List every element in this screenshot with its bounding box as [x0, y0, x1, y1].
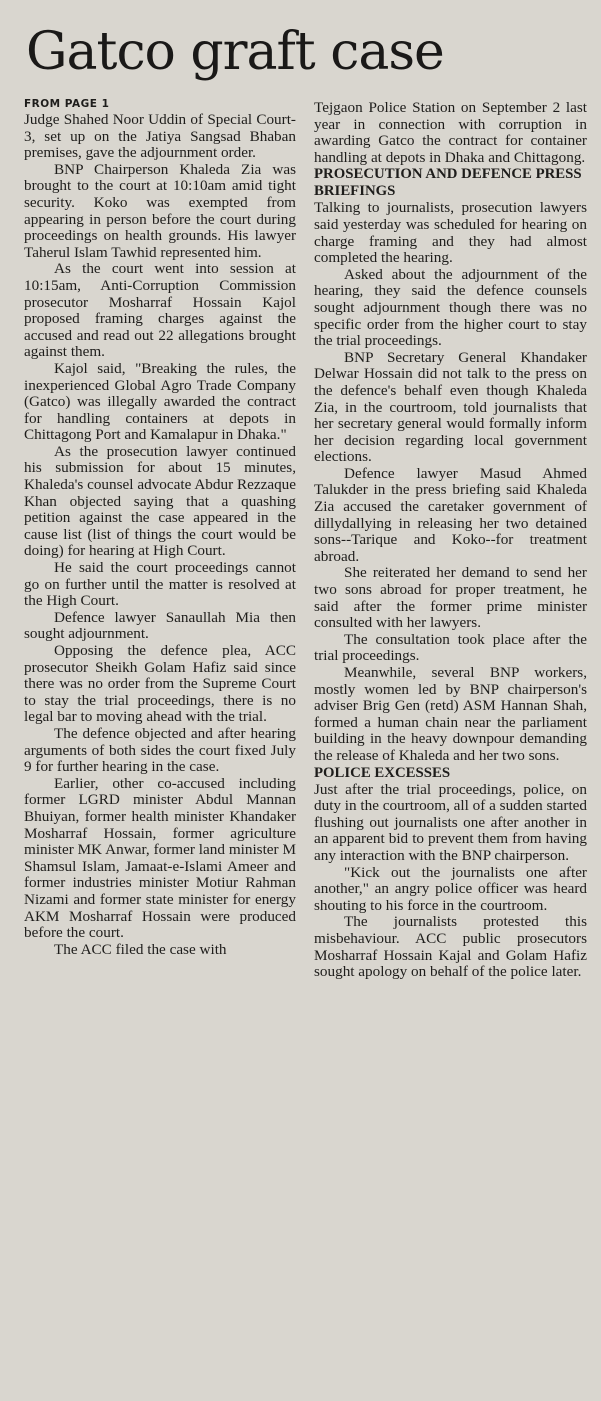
subhead-press-briefings: PROSECUTION AND DEFENCE PRESS BRIEFINGS: [314, 166, 582, 200]
left-column: [24, 98, 296, 958]
kicker: FROM PAGE 1: [24, 98, 110, 110]
section-2-paragraphs: [314, 782, 587, 981]
paragraph: Defence lawyer Masud Ahmed Talukder in the press briefing said Khaleda Zia accused the caretaker government of dillydallying in releasing her two detained sons--Tarique and Koko--for treatment abroad.: [314, 464, 587, 565]
paragraph: Earlier, other co-accused including former LGRD minister Abdul Mannan Bhuiyan, former health minister Khandaker Mosharraf Hossain, former agriculture minister MK Anwar, former land minister M Shamsul Islam, Jamaat-e-Islami Ameer and former industries minister Motiur Rahman Nizami and former state minister for energy AKM Mosharraf Hossain were produced before the court.: [24, 774, 296, 942]
paragraph: The ACC filed the case with: [54, 940, 227, 958]
subhead-police-excesses: POLICE EXCESSES: [314, 764, 451, 781]
headline: Gatco graft case: [26, 22, 444, 82]
paragraph: Talking to journalists, prosecution lawyers said yesterday was scheduled for hearing on charge framing and they had almost completed the hearing.: [314, 199, 587, 267]
paragraph: She reiterated her demand to send her two sons abroad for proper treatment, he said after the former prime minister consulted with her lawyers.: [314, 564, 587, 632]
section-1-paragraphs: [314, 200, 587, 764]
paragraph: He said the court proceedings cannot go on further until the matter is resolved at the High Court.: [24, 559, 296, 610]
left-paragraphs: [24, 112, 296, 958]
paragraph: The journalists protested this misbehaviour. ACC public prosecutors Mosharraf Hossain Kajal and Golam Hafiz sought apology on behalf of the police later.: [314, 913, 587, 981]
paragraph: Just after the trial proceedings, police, on duty in the courtroom, all of a sudden started flushing out journalists one after another in an apparent bid to prevent them from having any interaction with the BNP chairperson.: [314, 780, 587, 864]
paragraph: Defence lawyer Sanaullah Mia then sought adjournment.: [24, 608, 296, 643]
paragraph: As the court went into session at 10:15am, Anti-Corruption Commission prosecutor Mosharraf Hossain Kajol proposed framing charges against the accused and read out 22 allegations brought against them.: [24, 260, 296, 361]
paragraph: Opposing the defence plea, ACC prosecutor Sheikh Golam Hafiz said since there was no order from the Supreme Court to stay the trial proceedings, there is no legal bar to moving ahead with the trial.: [24, 642, 296, 726]
paragraph: Kajol said, "Breaking the rules, the inexperienced Global Agro Trade Company (Gatco) was illegally awarded the contract for handling containers at depots in Chittagong Port and Kamalapur in Dhaka.": [24, 359, 296, 444]
paragraph: As the prosecution lawyer continued his submission for about 15 minutes, Khaleda's counsel advocate Abdur Rezzaque Khan objected saying that a quashing petition against the case appeared in the cause list (list of things the court would be doing) for hearing at High Court.: [24, 442, 296, 560]
paragraph: Asked about the adjournment of the hearing, they said the defence counsels sought adjournment though there was no specific order from the higher court to stay the trial proceedings.: [314, 265, 587, 350]
paragraph: Judge Shahed Noor Uddin of Special Court-3, set up on the Jatiya Sangsad Bhaban premises, gave the adjournment order.: [24, 111, 296, 162]
paragraph: Meanwhile, several BNP workers, mostly women led by BNP chairperson's adviser Brig Gen (retd) ASM Hannan Shah, formed a human chain near the parliament building in the heavy downpour demanding the release of Khaleda and her two sons.: [314, 664, 587, 764]
paragraph: "Kick out the journalists one after another," an angry police officer was heard shouting to his force in the courtroom.: [314, 863, 587, 914]
paragraph: BNP Chairperson Khaleda Zia was brought to the court at 10:10am amid tight security. Koko was exempted from appearing in person before the court during proceedings on health grounds. His lawyer Taherul Islam Tawhid represented him.: [24, 160, 296, 261]
paragraph: The defence objected and after hearing arguments of both sides the court fixed July 9 for further hearing in the case.: [24, 724, 296, 776]
right-column: [314, 100, 587, 981]
right-intro-paragraph: Tejgaon Police Station on September 2 last year in connection with corruption in awarding Gatco the contract for container handling at depots in Dhaka and Chittagong.: [314, 99, 587, 166]
paragraph: The consultation took place after the trial proceedings.: [314, 630, 587, 665]
paragraph: BNP Secretary General Khandaker Delwar Hossain did not talk to the press on the defence's behalf even though Khaleda Zia, in the courtroom, told journalists that her secretary general would formally inform her decision regarding local government elections.: [314, 348, 587, 466]
